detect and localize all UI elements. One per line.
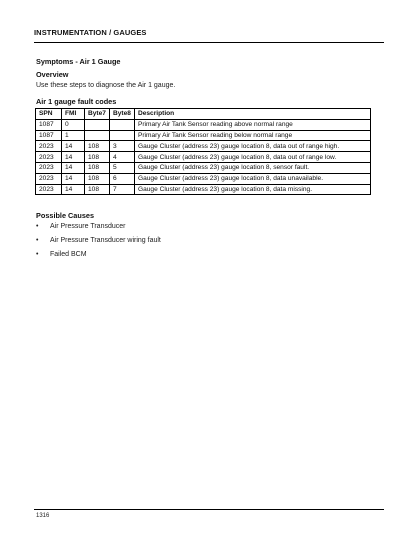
cell-spn: 2023 [36,162,62,173]
table-row [36,162,371,173]
cell-fmi: 14 [62,162,85,173]
cell-fmi: 14 [62,141,85,152]
cell-fmi: 14 [62,184,85,195]
cell-spn: 2023 [36,173,62,184]
possible-causes-heading: Possible Causes [36,211,94,220]
cell-byte7: 108 [85,173,110,184]
column-header-byte8: Byte8 [109,109,134,120]
possible-causes-list [36,222,161,264]
cell-description: Primary Air Tank Sensor reading above normal range [134,119,370,130]
cell-description: Gauge Cluster (address 23) gauge location 8, data out of range high. [134,141,370,152]
page-header-title: INSTRUMENTATION / GAUGES [34,28,147,37]
table-row [36,141,371,152]
cell-fmi: 0 [62,119,85,130]
table-row [36,152,371,163]
cell-byte8: 7 [109,184,134,195]
cell-description: Primary Air Tank Sensor reading below normal range [134,130,370,141]
cell-description: Gauge Cluster (address 23) gauge location 8, sensor fault. [134,162,370,173]
cell-spn: 1087 [36,130,62,141]
fault-table-caption: Air 1 gauge fault codes [36,97,117,106]
bullet-icon: • [36,251,39,258]
page-number: 1316 [36,513,50,519]
cell-byte7: 108 [85,141,110,152]
cell-spn: 1087 [36,119,62,130]
cell-byte7: 108 [85,162,110,173]
section-title: Symptoms - Air 1 Gauge [36,57,121,66]
table-row [36,119,371,130]
cause-text: Air Pressure Transducer wiring fault [50,237,161,244]
cell-byte7 [85,119,110,130]
cell-byte7 [85,130,110,141]
header-divider [34,42,384,43]
list-item [36,222,161,236]
list-item [36,236,161,250]
table-header-row [36,109,371,120]
overview-heading: Overview [36,70,69,79]
column-header-byte7: Byte7 [85,109,110,120]
cell-byte8: 3 [109,141,134,152]
cell-description: Gauge Cluster (address 23) gauge location 8, data missing. [134,184,370,195]
cell-byte8 [109,119,134,130]
cause-text: Failed BCM [50,251,87,258]
column-header-spn: SPN [36,109,62,120]
cell-spn: 2023 [36,141,62,152]
overview-text: Use these steps to diagnose the Air 1 gauge. [36,82,176,89]
column-header-description: Description [134,109,370,120]
bullet-icon: • [36,223,39,230]
column-header-fmi: FMI [62,109,85,120]
list-item [36,250,161,264]
cell-byte7: 108 [85,152,110,163]
cell-spn: 2023 [36,152,62,163]
cell-spn: 2023 [36,184,62,195]
cause-text: Air Pressure Transducer [50,223,126,230]
bullet-icon: • [36,237,39,244]
cell-fmi: 14 [62,173,85,184]
fault-codes-table [35,108,371,195]
cell-description: Gauge Cluster (address 23) gauge location 8, data out of range low. [134,152,370,163]
table-row [36,173,371,184]
cell-byte8 [109,130,134,141]
table-row [36,130,371,141]
table-row [36,184,371,195]
cell-byte8: 6 [109,173,134,184]
cell-byte8: 4 [109,152,134,163]
footer-divider [34,509,384,510]
cell-fmi: 1 [62,130,85,141]
cell-description: Gauge Cluster (address 23) gauge location 8, data unavailable. [134,173,370,184]
cell-byte7: 108 [85,184,110,195]
cell-fmi: 14 [62,152,85,163]
cell-byte8: 5 [109,162,134,173]
